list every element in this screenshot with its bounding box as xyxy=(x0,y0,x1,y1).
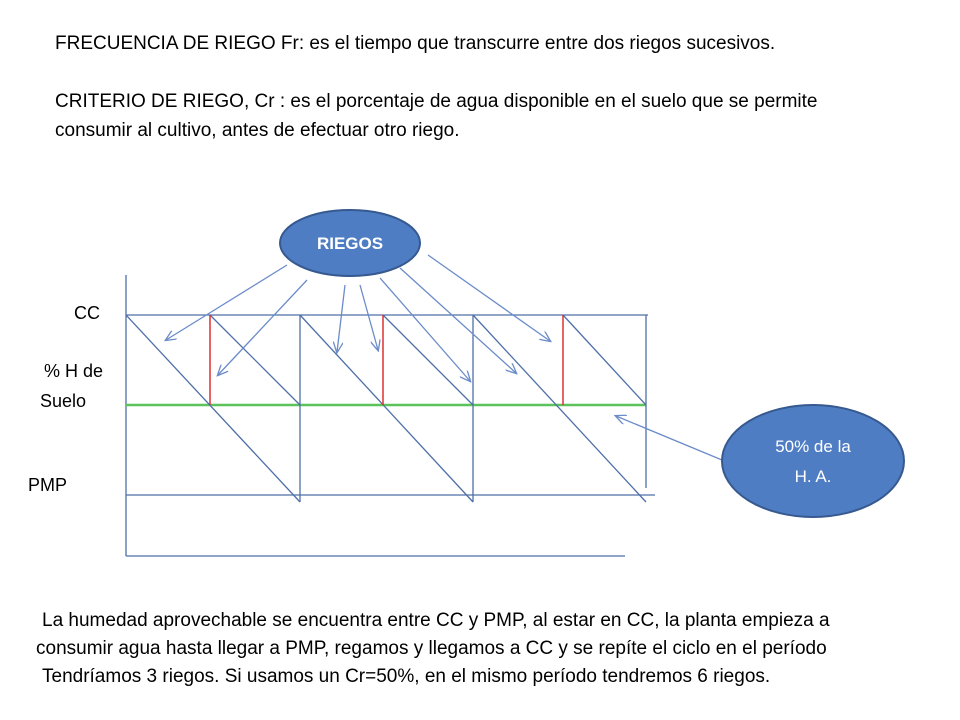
arrow xyxy=(380,278,470,381)
riegos-label: RIEGOS xyxy=(316,234,384,253)
humedad-label-line2: Suelo xyxy=(40,391,87,411)
arrow xyxy=(428,255,550,341)
riegos-arrows xyxy=(166,255,722,460)
explanation-line3: Tendríamos 3 riegos. Si usamos un Cr=50%, en el mismo período tendremos 6 riegos. xyxy=(42,666,771,687)
explanation-line2: consumir agua hasta llegar a PMP, regamos y llegamos a CC y se repíte el ciclo en el período xyxy=(36,638,827,659)
full-cycle-sawtooth xyxy=(126,315,646,502)
definition-criterio-line2: consumir al cultivo, antes de efectuar otro riego. xyxy=(55,120,460,141)
threshold-bubble xyxy=(722,405,904,517)
cc-label: CC xyxy=(74,303,100,323)
definition-frecuencia: FRECUENCIA DE RIEGO Fr: es el tiempo que transcurre entre dos riegos sucesivos. xyxy=(55,33,776,54)
irrigation-markers xyxy=(210,315,563,405)
pmp-label: PMP xyxy=(28,475,68,495)
explanation-line1: La humedad aprovechable se encuentra entre CC y PMP, al estar en CC, la planta empieza a xyxy=(42,610,830,631)
threshold-label-line2: H. A. xyxy=(794,467,832,486)
arrow xyxy=(337,285,345,352)
arrow xyxy=(166,265,287,340)
threshold-label-line1: 50% de la xyxy=(775,437,851,456)
half-cycle-sawtooth xyxy=(210,315,646,405)
humedad-label-line1: % H de xyxy=(44,361,104,381)
definition-criterio-line1: CRITERIO DE RIEGO, Cr : es el porcentaje de agua disponible en el suelo que se permite xyxy=(55,91,818,112)
riegos-bubble xyxy=(280,210,420,276)
threshold-arrow xyxy=(616,416,722,460)
threshold-ellipse xyxy=(722,405,904,517)
arrow xyxy=(218,280,307,375)
arrow xyxy=(360,285,378,350)
